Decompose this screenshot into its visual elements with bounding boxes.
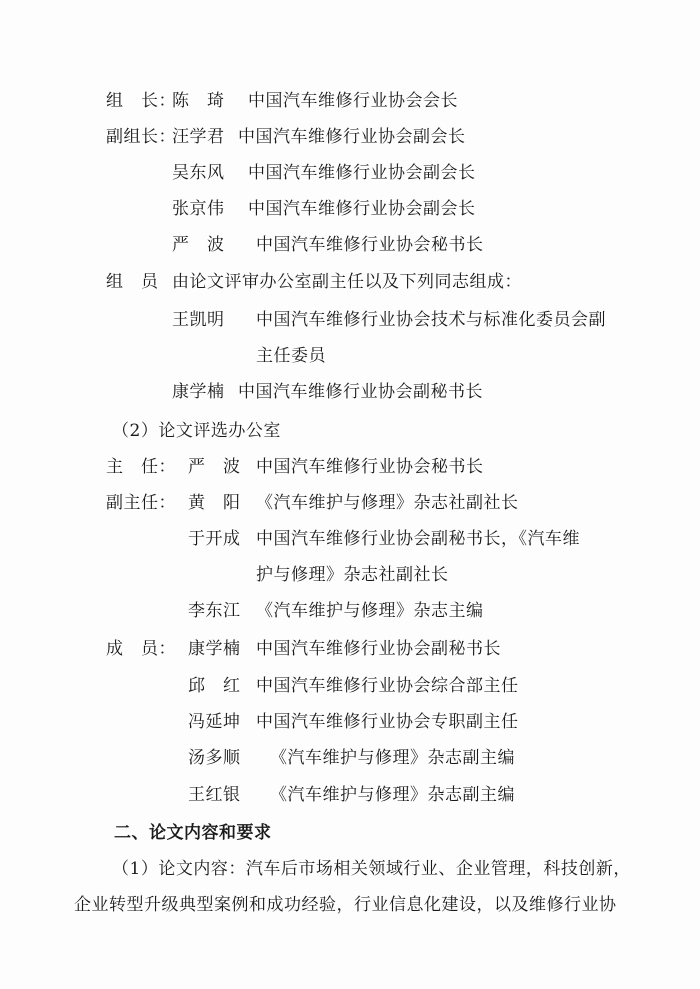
deputy-leader-name: 吴东风 <box>172 163 225 183</box>
leader-role: 组 长： <box>106 91 176 111</box>
deputy-director-name: 李东江 <box>188 601 241 621</box>
director-title: 中国汽车维修行业协会秘书长 <box>256 457 484 477</box>
deputy-leader-title: 中国汽车维修行业协会副会长 <box>238 127 466 147</box>
deputy-leader-title: 中国汽车维修行业协会秘书长 <box>256 235 484 255</box>
deputy-leader-role: 副组长： <box>106 127 176 147</box>
office-member-title: 《汽车维护与修理》杂志副主编 <box>270 748 515 768</box>
office-member-name: 康学楠 <box>188 639 241 659</box>
paragraph-line: （1）论文内容：汽车后市场相关领域行业、企业管理，科技创新， <box>112 859 631 879</box>
office-heading: （2）论文评选办公室 <box>112 421 281 441</box>
deputy-director-title: 中国汽车维修行业协会副秘书长，《汽车维 <box>256 529 580 549</box>
deputy-leader-name: 严 波 <box>172 235 225 255</box>
deputy-director-role: 副主任： <box>106 493 176 513</box>
director-name: 严 波 <box>188 457 241 477</box>
office-members-role: 成 员： <box>106 639 176 659</box>
deputy-director-title-cont: 护与修理》杂志社副社长 <box>256 565 449 585</box>
member-name: 王凯明 <box>172 310 225 330</box>
office-member-name: 王红银 <box>188 785 241 805</box>
deputy-director-title: 《汽车维护与修理》杂志主编 <box>256 601 484 621</box>
leader-name: 陈 琦 <box>172 91 225 111</box>
member-title-cont: 主任委员 <box>256 346 326 366</box>
office-member-name: 邱 红 <box>188 676 241 696</box>
deputy-director-name: 黄 阳 <box>188 493 241 513</box>
office-member-title: 中国汽车维修行业协会综合部主任 <box>256 676 519 696</box>
paragraph-line: 企业转型升级典型案例和成功经验，行业信息化建设，以及维修行业协 <box>74 895 617 915</box>
deputy-director-title: 《汽车维护与修理》杂志社副社长 <box>256 493 519 513</box>
office-member-title: 中国汽车维修行业协会副秘书长 <box>256 639 501 659</box>
office-member-title: 中国汽车维修行业协会专职副主任 <box>256 712 519 732</box>
director-role: 主 任： <box>106 457 176 477</box>
deputy-leader-title: 中国汽车维修行业协会副会长 <box>248 199 476 219</box>
member-title: 中国汽车维修行业协会技术与标准化委员会副 <box>256 310 606 330</box>
deputy-leader-name: 汪学君 <box>172 127 225 147</box>
deputy-leader-title: 中国汽车维修行业协会副会长 <box>248 163 476 183</box>
deputy-leader-name: 张京伟 <box>172 199 225 219</box>
office-member-name: 汤多顺 <box>188 748 241 768</box>
member-name: 康学楠 <box>172 382 225 402</box>
office-member-name: 冯延坤 <box>188 712 241 732</box>
members-intro: 由论文评审办公室副主任以及下列同志组成： <box>172 272 522 292</box>
leader-title: 中国汽车维修行业协会会长 <box>248 91 458 111</box>
deputy-director-name: 于开成 <box>188 529 241 549</box>
members-role: 组 员 <box>106 272 159 292</box>
member-title: 中国汽车维修行业协会副秘书长 <box>238 382 483 402</box>
section-heading: 二、论文内容和要求 <box>114 823 272 843</box>
office-member-title: 《汽车维护与修理》杂志副主编 <box>270 785 515 805</box>
